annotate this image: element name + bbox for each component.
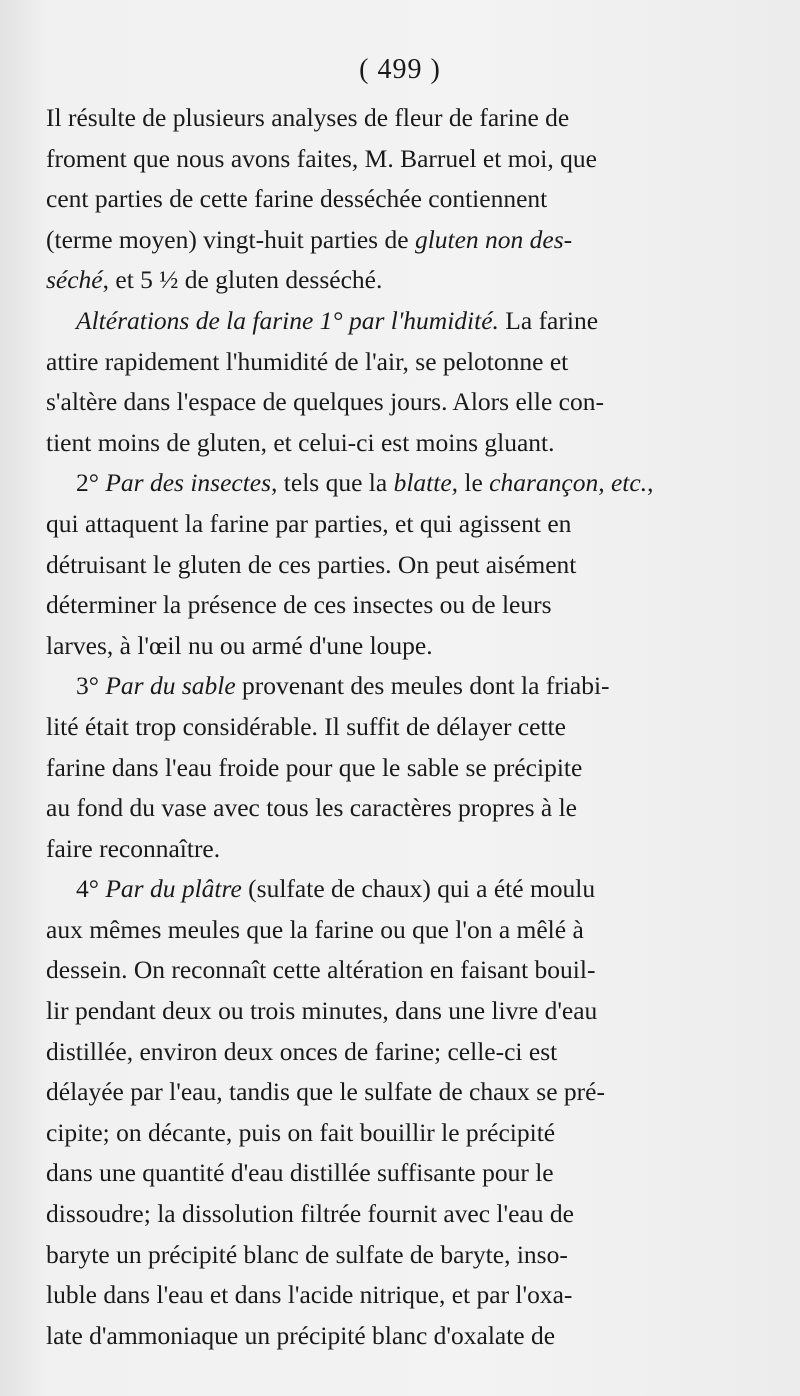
text-run: détruisant le gluten de ces parties. On peut aisément (46, 549, 577, 579)
text-run: dissoudre; la dissolution filtrée fournit avec l'eau de (46, 1199, 574, 1229)
text-run: farine dans l'eau froide pour que le sable se précipite (46, 752, 583, 782)
body-text (46, 98, 756, 1356)
text-line (46, 342, 756, 383)
text-line (46, 139, 756, 180)
text-run: le (458, 468, 490, 498)
text-run: baryte un précipité blanc de sulfate de baryte, inso- (46, 1239, 568, 1269)
text-run: luble dans l'eau et dans l'acide nitrique, et par l'oxa- (46, 1280, 573, 1310)
text-run: tels que la (277, 468, 394, 498)
italic-run: Par du sable (105, 671, 236, 701)
text-run: , et 5 ½ de gluten desséché. (102, 265, 383, 295)
text-line (46, 1113, 756, 1154)
text-run: attire rapidement l'humidité de l'air, se pelotonne et (46, 346, 569, 376)
text-line (46, 585, 756, 626)
text-run: larves, à l'œil nu ou armé d'une loupe. (46, 630, 433, 660)
italic-run: blatte, (393, 468, 459, 498)
text-line (46, 504, 756, 545)
text-run: 2° (76, 468, 106, 498)
text-line (46, 707, 756, 748)
text-run: déterminer la présence de ces insectes ou de leurs (46, 590, 552, 620)
text-line (46, 869, 756, 910)
text-line (46, 260, 756, 301)
text-run: La farine (498, 305, 599, 335)
text-run: lir pendant deux ou trois minutes, dans une livre d'eau (46, 996, 598, 1026)
text-line (46, 301, 756, 342)
text-run: (terme moyen) vingt-huit parties de (46, 224, 415, 254)
text-line (46, 788, 756, 829)
text-run: 3° (76, 671, 106, 701)
text-run: tient moins de gluten, et celui-ci est moins gluant. (46, 427, 555, 457)
text-run: provenant des meules dont la friabi- (235, 671, 610, 701)
text-line (46, 748, 756, 789)
text-run: aux mêmes meules que la farine ou que l'on a mêlé à (46, 914, 584, 944)
italic-run: Par des insectes, (105, 468, 278, 498)
text-run: late d'ammoniaque un précipité blanc d'oxalate de (46, 1320, 556, 1350)
text-line (46, 950, 756, 991)
italic-run: gluten non des- (414, 224, 573, 254)
italic-run: Par du plâtre (105, 874, 242, 904)
paragraph (46, 301, 756, 463)
text-line (46, 220, 756, 261)
text-run: cipite; on décante, puis on fait bouillir le précipité (46, 1117, 556, 1147)
text-line (46, 666, 756, 707)
text-line (46, 1153, 756, 1194)
text-run: cent parties de cette farine desséchée contiennent (46, 184, 548, 214)
text-run: (sulfate de chaux) qui a été moulu (241, 874, 596, 904)
paragraph (46, 869, 756, 1356)
text-line (46, 545, 756, 586)
text-run: 4° (76, 874, 106, 904)
text-run: froment que nous avons faites, M. Barruel et moi, que (46, 143, 597, 173)
text-line (46, 1275, 756, 1316)
text-run: , (647, 468, 654, 498)
text-line (46, 1072, 756, 1113)
text-run: distillée, environ deux onces de farine; celle-ci est (46, 1036, 558, 1066)
text-line (46, 1032, 756, 1073)
italic-run: séché (46, 265, 103, 295)
text-line (46, 829, 756, 870)
text-line (46, 626, 756, 667)
italic-run: charançon, etc. (489, 468, 648, 498)
text-line (46, 1194, 756, 1235)
text-line (46, 991, 756, 1032)
text-run: dans une quantité d'eau distillée suffisante pour le (46, 1158, 554, 1188)
paragraph (46, 666, 756, 869)
paragraph (46, 98, 756, 301)
text-line (46, 98, 756, 139)
text-line (46, 179, 756, 220)
page-number: ( 499 ) (359, 54, 441, 85)
italic-run: Altérations de la farine 1° par l'humidité. (76, 305, 499, 335)
text-line (46, 1235, 756, 1276)
text-run: lité était trop considérable. Il suffit de délayer cette (46, 711, 566, 741)
text-run: dessein. On reconnaît cette altération en faisant bouil- (46, 955, 596, 985)
text-run: qui attaquent la farine par parties, et qui agissent en (46, 508, 572, 538)
text-run: au fond du vase avec tous les caractères propres à le (46, 793, 578, 823)
text-line (46, 1316, 756, 1357)
text-run: s'altère dans l'espace de quelques jours. Alors elle con- (46, 387, 604, 417)
paragraph (46, 463, 756, 666)
text-run: délayée par l'eau, tandis que le sulfate de chaux se pré- (46, 1077, 605, 1107)
text-run: faire reconnaître. (46, 833, 221, 863)
text-line (46, 463, 756, 504)
text-line (46, 423, 756, 464)
text-line (46, 382, 756, 423)
text-run: Il résulte de plusieurs analyses de fleur de farine de (46, 103, 570, 132)
text-line (46, 910, 756, 951)
